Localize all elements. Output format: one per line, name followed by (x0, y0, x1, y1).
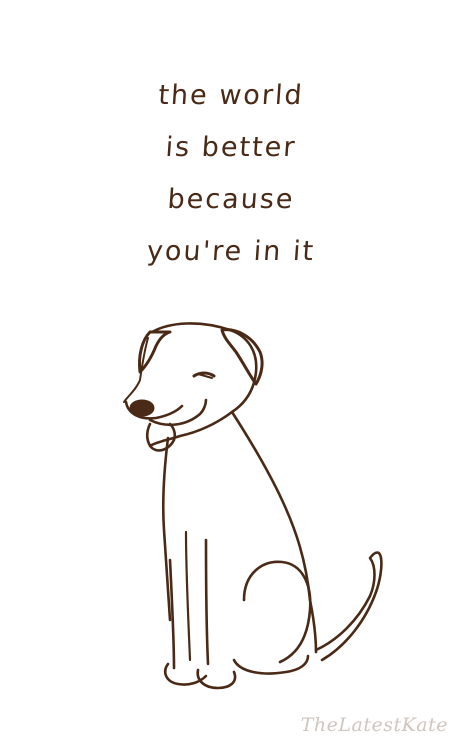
dog-leg-front-mid (186, 532, 190, 660)
quote-line-1: the world (157, 80, 305, 111)
quote-line-3: because (166, 184, 296, 215)
dog-tongue (147, 424, 175, 450)
dog-back (310, 600, 316, 652)
quote-line-4: you're in it (145, 236, 317, 267)
dog-haunch (244, 562, 310, 662)
dog-forehead (124, 338, 148, 402)
dog-hind-paw (234, 656, 308, 674)
quote-line-2: is better (164, 132, 298, 163)
dog-neck-back (232, 412, 310, 600)
artist-signature: TheLatestKate (300, 714, 448, 736)
dog-nose (131, 401, 153, 415)
dog-head (150, 323, 256, 446)
dog-leg-front-right (206, 540, 208, 664)
dog-tail (316, 552, 381, 660)
dog-neck-front (163, 438, 170, 620)
dog-mouth (150, 400, 206, 425)
